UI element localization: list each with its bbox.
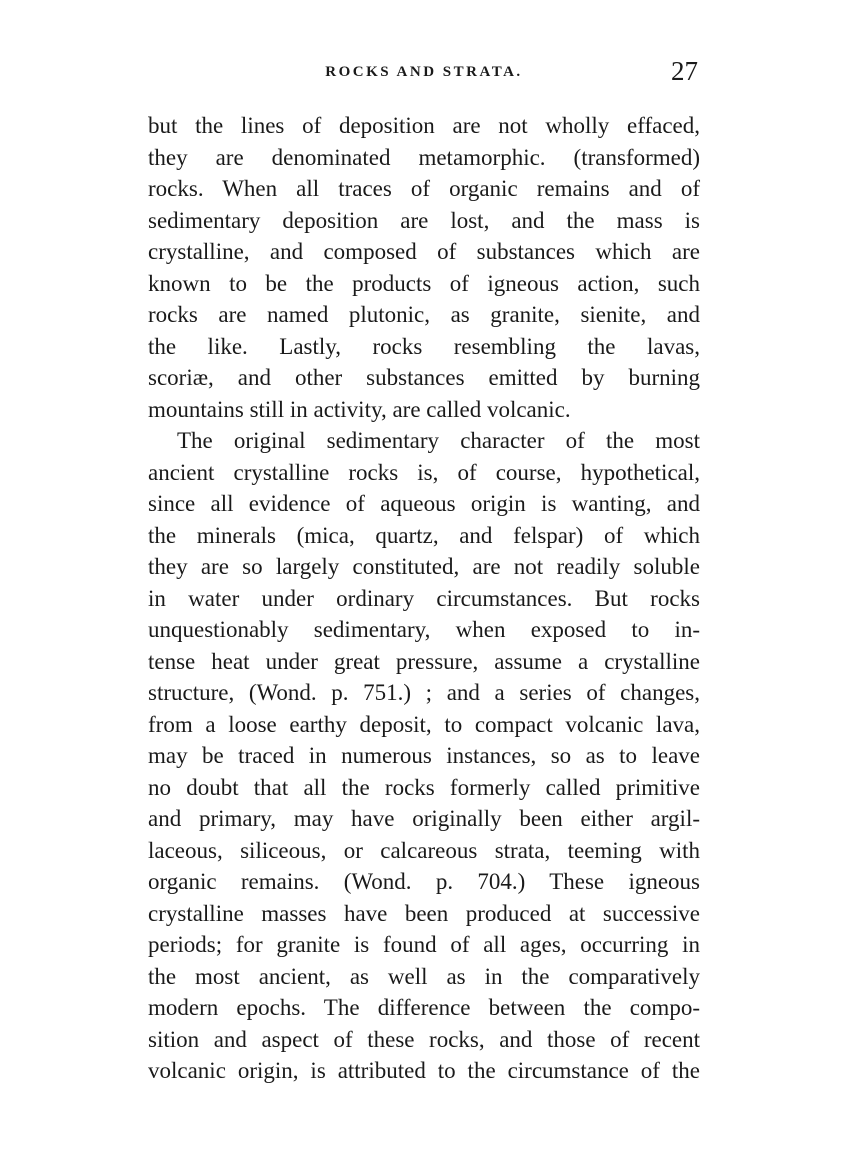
- text-line: scoriæ, and other substances emitted by burning: [148, 365, 700, 390]
- text-line: crystalline masses have been produced at successive: [148, 900, 700, 926]
- text-line: the minerals (mica, quartz, and felspar) of which: [148, 522, 700, 548]
- text-line: laceous, siliceous, or calcareous strata, teeming with: [148, 837, 700, 863]
- page-number: 27: [671, 56, 698, 86]
- text-line: structure, (Wond. p. 751.) ; and a series of changes,: [148, 680, 700, 705]
- text-line: tense heat under great pressure, assume a crystalline: [148, 648, 700, 674]
- text-line: the like. Lastly, rocks resembling the lavas,: [148, 333, 700, 359]
- text-line: in water under ordinary circumstances. But rocks: [148, 585, 700, 611]
- running-title: ROCKS AND STRATA.: [325, 64, 523, 80]
- text-line: they are denominated metamorphic. (transformed): [148, 144, 700, 170]
- text-line: may be traced in numerous instances, so as to leave: [148, 743, 700, 768]
- text-line: The original sedimentary character of the most: [177, 428, 700, 453]
- book-page: [148, 56, 700, 1087]
- text-line: from a loose earthy deposit, to compact volcanic lava,: [148, 711, 700, 737]
- text-line: organic remains. (Wond. p. 704.) These igneous: [148, 869, 700, 894]
- text-line: the most ancient, as well as in the comparatively: [148, 963, 700, 989]
- text-line: no doubt that all the rocks formerly called primitive: [148, 774, 700, 800]
- text-line: modern epochs. The difference between the compo-: [148, 995, 700, 1020]
- text-line: mountains still in activity, are called volcanic.: [148, 396, 571, 422]
- text-line: sition and aspect of these rocks, and those of recent: [148, 1026, 700, 1052]
- text-line: rocks are named plutonic, as granite, sienite, and: [148, 302, 700, 327]
- text-line: ancient crystalline rocks is, of course, hypothetical,: [148, 459, 700, 485]
- text-line: they are so largely constituted, are not readily soluble: [148, 554, 700, 579]
- running-head: [148, 56, 700, 96]
- text-line: but the lines of deposition are not wholly effaced,: [148, 113, 700, 138]
- text-line: and primary, may have originally been either argil-: [148, 806, 700, 831]
- text-line: volcanic origin, is attributed to the circumstance of the: [148, 1058, 700, 1083]
- text-line: unquestionably sedimentary, when exposed to in-: [148, 617, 700, 642]
- text-line: sedimentary deposition are lost, and the mass is: [148, 207, 700, 233]
- body-text: [148, 110, 700, 1087]
- text-line: rocks. When all traces of organic remains and of: [148, 176, 700, 201]
- text-line: since all evidence of aqueous origin is wanting, and: [148, 491, 700, 516]
- text-line: crystalline, and composed of substances which are: [148, 239, 700, 264]
- text-line: periods; for granite is found of all ages, occurring in: [148, 932, 700, 957]
- text-line: known to be the products of igneous action, such: [148, 270, 700, 296]
